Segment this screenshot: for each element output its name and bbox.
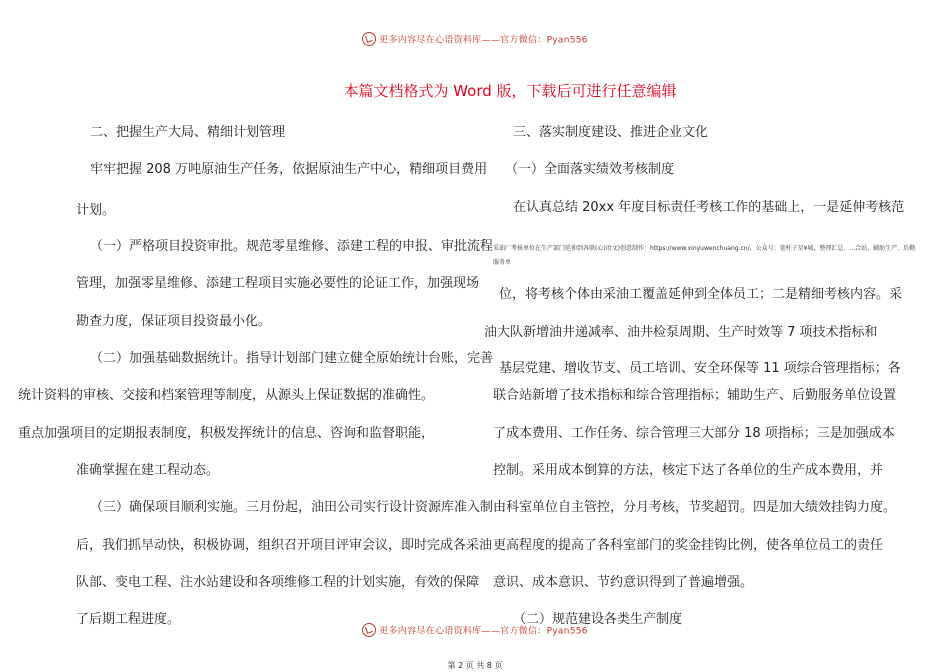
edit-notice: 本篇文档格式为 Word 版，下载后可进行任意编辑 [343, 82, 677, 100]
right-heading: 三、落实制度建设、推进企业文化 [513, 125, 709, 140]
left-line: （二）加强基础数据统计。指导计划部门建立健全原始统计台账，完善 [90, 351, 494, 366]
right-line: 位，将考核个体由采油工覆盖延伸到全体员工；二是精细考核内容。采 [499, 287, 903, 302]
left-line: 了后期工程进度。 [76, 612, 181, 627]
right-line: 意识、成本意识、节约意识得到了普遍增强。 [493, 575, 754, 590]
right-line: 由科室单位自主管控，分月考核，节奖超罚。四是加大绩效挂钩力度。 [493, 500, 897, 515]
left-line: 队部、变电工程、注水站建设和各项维修工程的计划实施，有效的保障 [76, 575, 480, 590]
small-note-line: 服务单 [493, 259, 512, 266]
right-subheading: （二）规范建设各类生产制度 [513, 612, 683, 627]
left-line: 勘查力度，保证项目投资最小化。 [76, 314, 272, 329]
left-line: （一）严格项目投资审批。规范零星维修、添建工程的申报、审批流程 [90, 239, 494, 254]
left-line: 后，我们抓早动快，积极协调，组织召开项目评审会议，即时完成各采油 [76, 538, 493, 553]
right-subheading: （一）全面落实绩效考核制度 [505, 162, 675, 177]
right-line: 了成本费用、工作任务、综合管理三大部分 18 项指标；三是加强成本 [493, 426, 895, 441]
left-line: 牢牢把握 208 万吨原油生产任务，依据原油生产中心，精细项目费用 [90, 162, 488, 177]
right-line: 油大队新增油井递减率、油井检泵周期、生产时效等 7 项技术指标和 [484, 325, 878, 340]
right-line: 控制。采用成本倒算的方法，核定下达了各单位的生产成本费用，并 [493, 463, 884, 478]
left-heading: 二、把握生产大局、精细计划管理 [90, 125, 286, 140]
brand-logo-icon [362, 623, 376, 637]
watermark-text: 更多内容尽在心语资料库——官方微信：Pyan556 [379, 35, 588, 46]
left-line: 重点加强项目的定期报表制度，积极发挥统计的信息、咨询和监督职能， [18, 426, 435, 441]
right-line: 基层党建、增收节支、员工培训、安全环保等 11 项综合管理指标；各 [499, 361, 901, 376]
right-line: 联合站新增了技术指标和综合管理指标；辅助生产、后勤服务单位设置 [493, 388, 897, 403]
right-line: 更高程度的提高了各科室部门的奖金挂钩比例，使各单位员工的责任 [493, 538, 884, 553]
watermark-top [0, 32, 950, 46]
left-line: 管理，加强零星维修、添建工程项目实施必要性的论证工作，加强现场 [76, 276, 480, 291]
left-line: 统计资料的审核、交接和档案管理等制度，从源头上保证数据的准确性。 [18, 388, 435, 403]
left-line: （三）确保项目顺利实施。三月份起，油田公司实行设计资源库准入制 [90, 500, 494, 515]
small-note-line: 采油厂考核单位在生产部门延伸到各联(心)语文)创意制作：https://www.xinyuwenchuang.cn/，公众号：笔杆子星¥城，整理汇总、...合站、辅助生产、后勤 [493, 245, 916, 252]
page-number: 第 2 页 共 8 页 [447, 661, 503, 670]
left-line: 计划。 [76, 203, 116, 218]
right-line: 在认真总结 20xx 年度目标责任考核工作的基础上，一是延伸考核范 [513, 200, 905, 215]
watermark-bottom [0, 623, 950, 637]
brand-logo-icon [362, 32, 376, 46]
left-line: 准确掌握在建工程动态。 [76, 463, 220, 478]
watermark-text: 更多内容尽在心语资料库——官方微信：Pyan556 [379, 626, 588, 637]
